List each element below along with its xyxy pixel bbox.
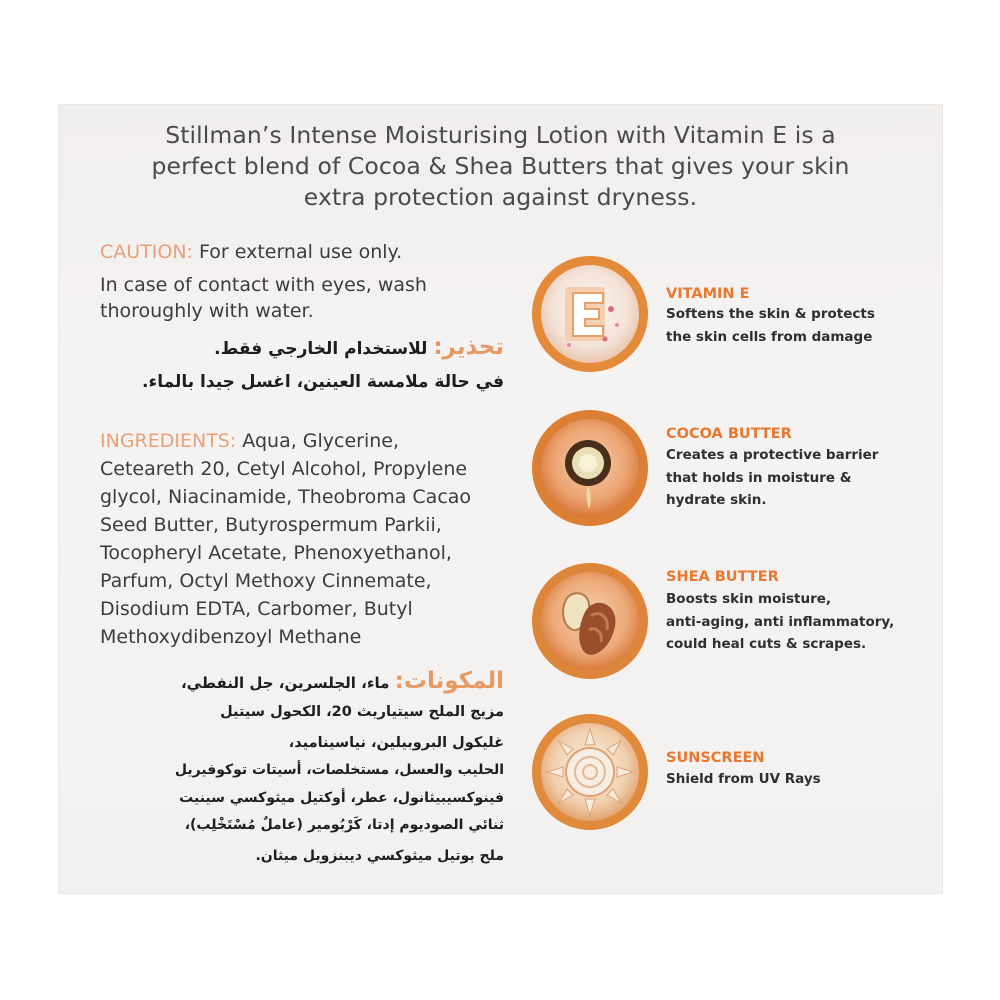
ingredients-line-1 (100, 428, 399, 455)
caution-arabic-first: للاستخدام الخارجي فقط. (214, 339, 434, 359)
feature-desc-line: hydrate skin. (666, 492, 767, 508)
ingredients-arabic-line: مزيج الملح سيتياريث 20، الكحول سيتيل (220, 704, 504, 720)
feature-desc-shea-butter (666, 588, 894, 656)
caution-arabic-head: تحذير: (433, 334, 504, 360)
ingredients-line: Tocopheryl Acetate, Phenoxyethanol, (100, 542, 452, 564)
ingredients-line: Ceteareth 20, Cetyl Alcohol, Propylene (100, 458, 468, 480)
feature-title-shea-butter: SHEA BUTTER (666, 569, 779, 585)
ingredients-line: glycol, Niacinamide, Theobroma Cacao (100, 486, 472, 508)
cocoa-bean-icon (529, 407, 651, 529)
ingredients-arabic-line: ثنائي الصوديوم إدتا، كَرْبُومير (عاملٌ مُسْتَخْلِب)، (184, 817, 504, 833)
ingredients-arabic-first: ماء، الجلسرين، جل النفطي، (180, 674, 395, 692)
feature-desc-line: anti-aging, anti inflammatory, (666, 613, 895, 630)
ingredients-label: INGREDIENTS: (100, 430, 237, 452)
intro-line: Stillman’s Intense Moisturising Lotion with Vitamin E is a (165, 121, 836, 149)
ingredients-arabic-line: الحليب والعسل، مستخلصات، أسيتات توكوفيريل (174, 762, 504, 778)
ingredients-arabic-line-1 (181, 668, 504, 694)
feature-desc-line: Boosts skin moisture, (666, 591, 832, 607)
ingredients-line: Disodium EDTA, Carbomer, Butyl (100, 598, 413, 620)
sun-icon (529, 711, 651, 833)
ingredients-arabic-line: فينوكسيبيثانول، عطر، أوكتيل ميثوكسي سينيت (179, 790, 504, 806)
caution-line-1 (100, 239, 402, 266)
ingredients-arabic-head: المكونات: (394, 668, 504, 694)
caution-line-3: thoroughly with water. (100, 300, 314, 322)
caution-arabic-line-2: في حالة ملامسة العينين، اغسل جيدا بالماء. (142, 372, 504, 392)
caution-line-2: In case of contact with eyes, wash (100, 274, 427, 296)
caution-label: CAUTION: (100, 241, 193, 263)
intro-line: perfect blend of Cocoa & Shea Butters that gives your skin (151, 152, 850, 180)
feature-desc-line: that holds in moisture & (666, 469, 852, 486)
caution-first-line: For external use only. (192, 241, 403, 263)
feature-desc-line: the skin cells from damage (666, 328, 873, 345)
shea-nut-icon (529, 560, 651, 682)
intro-paragraph (58, 120, 943, 213)
feature-desc-sunscreen (666, 768, 821, 791)
ingredients-arabic-line: ملح بوتيل ميثوكسي ديبنزويل ميثان. (255, 848, 504, 864)
feature-desc-line: Softens the skin & protects (666, 306, 875, 322)
ingredients-first-line: Aqua, Glycerine, (236, 430, 400, 452)
ingredients-line: Parfum, Octyl Methoxy Cinnemate, (100, 570, 432, 592)
feature-desc-line: Creates a protective barrier (666, 447, 879, 463)
feature-desc-line: Shield from UV Rays (666, 771, 821, 787)
feature-title-vitamin-e: VITAMIN E (666, 286, 750, 302)
vitamin-e-icon (529, 253, 651, 375)
ingredients-line: Methoxydibenzoyl Methane (100, 626, 362, 648)
intro-line: extra protection against dryness. (303, 183, 698, 211)
caution-arabic-line-1 (214, 334, 504, 360)
feature-desc-cocoa-butter (666, 444, 878, 512)
feature-desc-vitamin-e (666, 303, 875, 348)
ingredients-line: Seed Butter, Butyrospermum Parkii, (100, 514, 442, 536)
ingredients-arabic-line: غليكول البروبيلين، نياسيناميد، (288, 735, 504, 751)
feature-title-cocoa-butter: COCOA BUTTER (666, 426, 792, 442)
feature-title-sunscreen: SUNSCREEN (666, 750, 765, 766)
feature-desc-line: could heal cuts & scrapes. (666, 636, 867, 652)
